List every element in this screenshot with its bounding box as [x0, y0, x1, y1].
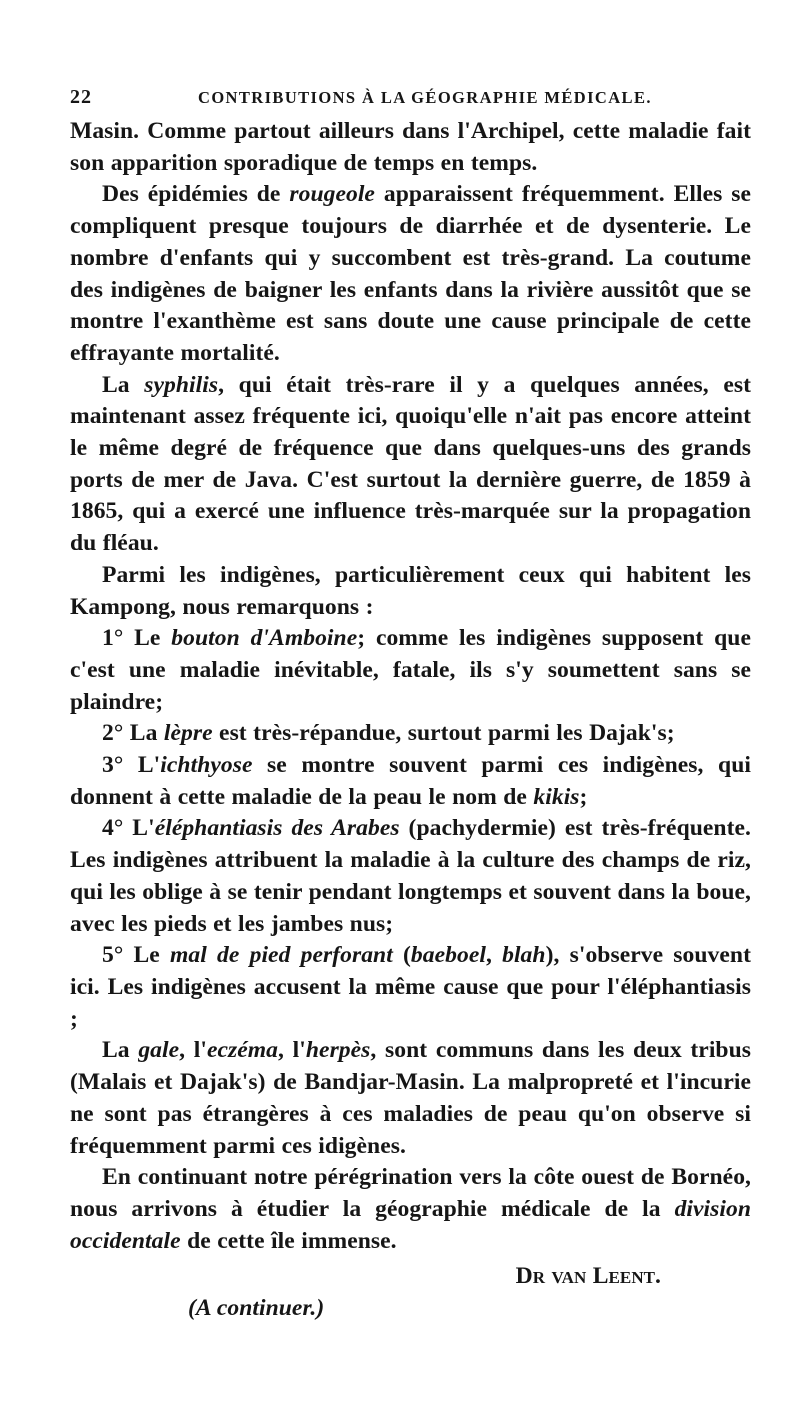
page-number: 22: [70, 86, 92, 108]
list-item: 4° L'éléphantiasis des Arabes (pachydermie) est très-fréquente. Les indigènes attribuent la maladie à la culture des champs de riz, qui les oblige à se tenir pendant longtemps et souvent dans la boue, avec les pieds et les jambes nus;: [70, 815, 751, 937]
paragraph: En continuant notre pérégrination vers la côte ouest de Bornéo, nous arrivons à étudier la géographie médicale de la division occidentale de cette île immense.: [70, 1164, 751, 1254]
to-be-continued-note: (A continuer.): [188, 1295, 325, 1322]
paragraph: La syphilis, qui était très-rare il y a quelques années, est maintenant assez fréquente ici, quoiqu'elle n'ait pas encore atteint le même degré de fréquence que dans quelques-uns des grands ports de mer de Java. C'est surtout la dernière guerre, de 1859 à 1865, qui a exercé une influence très-marquée sur la propagation du fléau.: [70, 371, 751, 557]
page-header: [70, 86, 710, 116]
list-item: 1° Le bouton d'Amboine; comme les indigènes supposent que c'est une maladie inévitable, fatale, ils s'y soumettent sans se plaindre;: [70, 625, 751, 715]
list-item: 2° La lèpre est très-répandue, surtout parmi les Dajak's;: [102, 720, 675, 747]
paragraph: Des épidémies de rougeole apparaissent fréquemment. Elles se compliquent presque toujours de diarrhée et de dysenterie. Le nombre d'enfants qui y succombent est très-grand. La coutume des indigènes de baigner les enfants dans la rivière aussitôt que se montre l'exanthème est sans doute une cause principale de cette effrayante mortalité.: [70, 181, 751, 366]
body-text: [70, 116, 751, 1325]
list-item: 5° Le mal de pied perforant (baeboel, blah), s'observe souvent ici. Les indigènes accusent la même cause que pour l'éléphantiasis ;: [70, 942, 751, 1032]
paragraph: Parmi les indigènes, particulièrement ceux qui habitent les Kampong, nous remarquons :: [70, 561, 751, 620]
list-item: 3° L'ichthyose se montre souvent parmi ces indigènes, qui donnent à cette maladie de la peau le nom de kikis;: [70, 752, 751, 810]
paragraph: La gale, l'eczéma, l'herpès, sont communs dans les deux tribus (Malais et Dajak's) de Bandjar-Masin. La malpropreté et l'incurie ne sont pas étrangères à ces maladies de peau qu'on observe si fréquemment parmi ces idigènes.: [70, 1037, 752, 1159]
paragraph: Masin. Comme partout ailleurs dans l'Archipel, cette maladie fait son apparition sporadique de temps en temps.: [70, 118, 751, 176]
author-signature: Dr van Leent.: [515, 1263, 661, 1290]
running-head: CONTRIBUTIONS À LA GÉOGRAPHIE MÉDICALE.: [198, 88, 652, 107]
